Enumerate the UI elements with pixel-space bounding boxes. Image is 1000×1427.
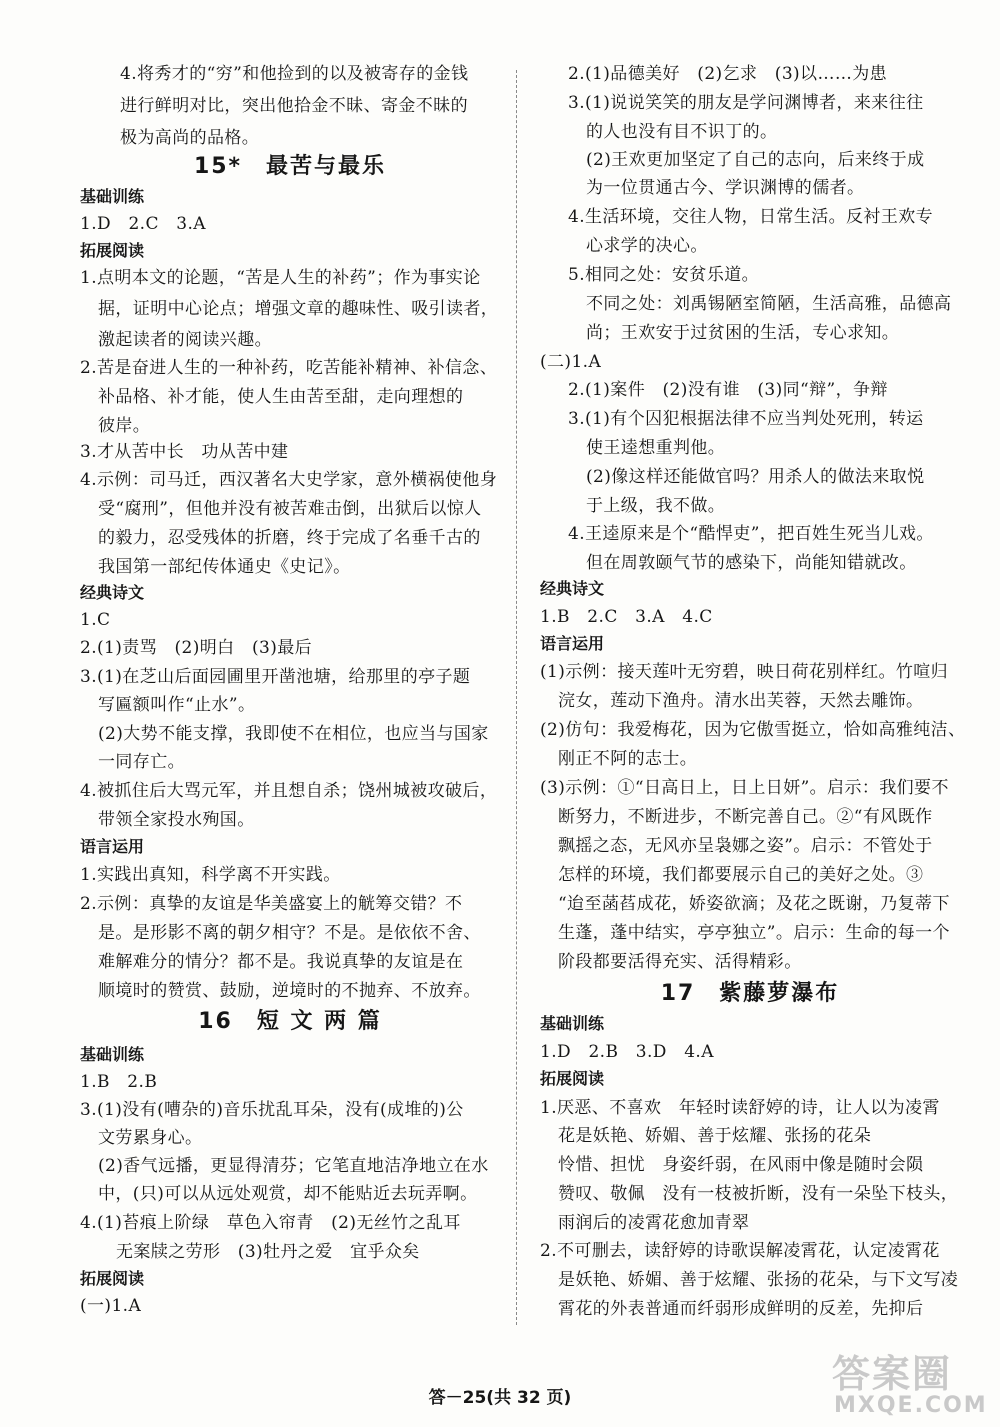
answer-line: 4.被抓住后大骂元军，并且想自杀；饶州城被攻破后， (80, 781, 498, 801)
answer-line: 文劳累身心。 (98, 1128, 203, 1148)
answer-line: 2.示例：真挚的友谊是华美盛宴上的觥筹交错？不 (80, 894, 463, 914)
answer-line: 2.(1)责骂 (2)明白 (3)最后 (80, 638, 313, 658)
answer-line: 是。是形影不离的朝夕相守？不是。是依依不舍、 (98, 923, 481, 943)
answer-line: 3.(1)有个囚犯根据法律不应当判处死刑，转运 (568, 409, 924, 429)
answer-line: 飘摇之态，无风亦呈袅娜之姿”。启示：不管处于 (558, 836, 933, 856)
answer-line: 中，(只)可以从远处观赏，却不能贴近去玩弄啊。 (98, 1184, 478, 1204)
answer-line: 4.王逵原来是个“酷悍吏”，把百姓生死当儿戏。 (568, 524, 934, 544)
answer-line: 2.(1)品德美好 (2)乞求 (3)以……为患 (568, 64, 888, 84)
answer-line: 1.B 2.B (80, 1072, 158, 1092)
answer-line: 1.D 2.B 3.D 4.A (540, 1042, 714, 1062)
answer-line: (2)香气远播，更显得清芬；它笔直地洁净地立在水 (98, 1156, 489, 1176)
answer-line: 生蓬，蓬中结实，亭亭独立”。启示：生命的每一个 (558, 923, 950, 943)
answer-line: (3)示例：①“日高日上，日上日妍”。启示：我们要不 (540, 778, 949, 798)
answer-line: 雨润后的凌霄花愈加青翠 (558, 1213, 750, 1233)
watermark-logo (822, 1343, 992, 1423)
subheading-basic-training: 基础训练 (80, 187, 145, 206)
answer-line: 尚；王欢安于过贫困的生活，专心求知。 (586, 323, 900, 343)
answer-line: 难解难分的情分？都不是。我说真挚的友谊是在 (98, 952, 464, 972)
answer-line: “迨至菡萏成花，娇姿欲滴；及花之既谢，乃复蒂下 (558, 894, 950, 914)
answer-line: 心求学的决心。 (586, 236, 708, 256)
answer-line: 1.B 2.C 3.A 4.C (540, 607, 713, 627)
answer-line: (一)1.A (80, 1296, 142, 1316)
section-title-15: 15* 最苦与最乐 (193, 154, 387, 179)
answer-line: 3.(1)在芝山后面园圃里开凿池塘，给那里的亭子题 (80, 667, 471, 687)
answer-line: (2)仿句：我爱梅花，因为它傲雪挺立，恰如高雅纯洁、 (540, 720, 966, 740)
answer-line: 写匾额叫作“止水”。 (98, 695, 256, 715)
answer-line: 补品格、补才能，使人生由苦至甜，走向理想的 (98, 387, 464, 407)
answer-line: 的人也没有目不识丁的。 (586, 122, 778, 142)
answer-line: 5.相同之处：安贫乐道。 (568, 265, 760, 285)
answer-line: 1.实践出真知，科学离不开实践。 (80, 865, 341, 885)
answer-line: 3.(1)说说笑笑的朋友是学问渊博者，来来往往 (568, 93, 924, 113)
answer-line: 据，证明中心论点；增强文章的趣味性、吸引读者， (98, 299, 499, 319)
answer-line: 1.D 2.C 3.A (80, 214, 206, 234)
answer-line: 1.点明本文的论题，“苦是人生的补药”；作为事实论 (80, 268, 481, 288)
subheading-extended-reading: 拓展阅读 (540, 1069, 605, 1088)
answer-line: 我国第一部纪传体通史《史记》。 (98, 557, 351, 577)
answer-line: 受“腐刑”，但他并没有被苦难击倒，出狱后以惊人 (98, 499, 482, 519)
answer-line: 4.(1)苔痕上阶绿 草色入帘青 (2)无丝竹之乱耳 (80, 1213, 461, 1233)
answer-line: 阶段都要活得充实、活得精彩。 (558, 952, 802, 972)
answer-line: 于上级，我不做。 (586, 496, 726, 516)
subheading-language-use: 语言运用 (540, 634, 605, 653)
answer-line: (2)像这样还能做官吗？用杀人的做法来取悦 (586, 467, 925, 487)
subheading-classic-poetry: 经典诗文 (540, 579, 605, 598)
subheading-basic-training: 基础训练 (80, 1045, 145, 1064)
answer-line: 刚正不阿的志士。 (558, 749, 698, 769)
answer-line: 花是妖艳、娇媚、善于炫耀、张扬的花朵 (558, 1126, 872, 1146)
answer-line: 4.生活环境，交往人物，日常生活。反衬王欢专 (568, 207, 934, 227)
answer-line: 赞叹、敬佩 没有一枝被折断，没有一朵坠下枝头， (558, 1184, 959, 1204)
answer-line: 一同存亡。 (98, 752, 185, 772)
subheading-extended-reading: 拓展阅读 (80, 241, 145, 260)
answer-line: (2)王欢更加坚定了自己的志向，后来终于成 (586, 150, 925, 170)
answer-line: 2.不可删去，读舒婷的诗歌误解凌霄花，认定凌霄花 (540, 1241, 940, 1261)
answer-line: (1)示例：接天莲叶无穷碧，映日荷花别样红。竹喧归 (540, 662, 949, 682)
answer-line: 浣女，莲动下渔舟。清水出芙蓉，天然去雕饰。 (558, 691, 924, 711)
answer-line: 1.C (80, 610, 111, 630)
answer-line: 进行鲜明对比，突出他拾金不昧、寄金不昧的 (120, 96, 468, 116)
answer-line: 是妖艳、娇媚、善于炫耀、张扬的花朵，与下文写凌 (558, 1270, 959, 1290)
answer-line: 的毅力，忍受残体的折磨，终于完成了名垂千古的 (98, 528, 481, 548)
subheading-language-use: 语言运用 (80, 837, 145, 856)
page-number-footer: 答－25(共 32 页) (428, 1388, 572, 1408)
answer-line: 4.将秀才的“穷”和他捡到的以及被寄存的金钱 (120, 64, 469, 84)
answer-line: (2)大势不能支撑，我即使不在相位，也应当与国家 (98, 724, 489, 744)
answer-line: 2.(1)案件 (2)没有谁 (3)同“辩”，争辩 (568, 380, 888, 400)
answer-line: 使王逵想重判他。 (586, 438, 726, 458)
answer-line: 激起读者的阅读兴趣。 (98, 330, 272, 350)
answer-line: 1.厌恶、不喜欢 年轻时读舒婷的诗，让人以为凌霄 (540, 1098, 940, 1118)
answer-line: 无案牍之劳形 (3)牡丹之爱 宜乎众矣 (116, 1242, 420, 1262)
answer-line: 断努力，不断进步，不断完善自己。②“有风既作 (558, 807, 933, 827)
answer-line: 但在周敦颐气节的感染下，尚能知错就改。 (586, 553, 917, 573)
answer-line: 怜惜、担忧 身姿纤弱，在风雨中像是随时会陨 (558, 1155, 924, 1175)
watermark-text: 答案圈 (832, 1352, 953, 1396)
answer-line: 3.才从苦中长 功从苦中建 (80, 442, 289, 462)
section-title-17: 17 紫藤萝瀑布 (660, 981, 840, 1006)
answer-line: 带领全家投水殉国。 (98, 810, 255, 830)
answer-line: 4.示例：司马迁，西汉著名大史学家，意外横祸使他身 (80, 470, 498, 490)
answer-line: (二)1.A (540, 352, 602, 372)
answer-line: 顺境时的赞赏、鼓励，逆境时的不抛弃、不放弃。 (98, 981, 481, 1001)
answer-line: 霄花的外表普通而纤弱形成鲜明的反差，先抑后 (558, 1299, 924, 1319)
subheading-classic-poetry: 经典诗文 (80, 583, 145, 602)
answer-line: 2.苦是奋进人生的一种补药，吃苦能补精神、补信念、 (80, 358, 498, 378)
answer-line: 彼岸。 (98, 416, 151, 436)
answer-line: 为一位贯通古今、学识渊博的儒者。 (586, 178, 865, 198)
answer-line: 极为高尚的品格。 (120, 128, 260, 148)
subheading-basic-training: 基础训练 (540, 1014, 605, 1033)
answer-line: 不同之处：刘禹锡陋室简陋，生活高雅，品德高 (586, 294, 952, 314)
answer-line: 怎样的环境，我们都要展示自己的美好之处。③ (558, 865, 924, 885)
subheading-extended-reading: 拓展阅读 (80, 1269, 145, 1288)
section-title-16: 16 短 文 两 篇 (198, 1009, 382, 1034)
answer-line: 3.(1)没有(嘈杂的)音乐扰乱耳朵，没有(成堆的)公 (80, 1100, 464, 1120)
column-divider (516, 70, 517, 1325)
watermark-url: MXQE.COM (834, 1393, 988, 1418)
